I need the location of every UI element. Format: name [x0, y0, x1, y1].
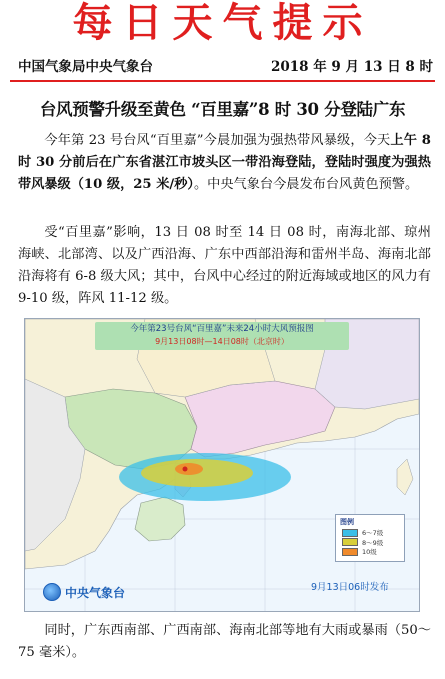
legend-item — [336, 538, 404, 548]
map-title-box — [95, 322, 349, 350]
legend-swatch — [342, 548, 358, 556]
legend-swatch — [342, 538, 358, 546]
legend-title: 图例 — [340, 518, 354, 526]
masthead-title: 每日天气提示 — [72, 0, 373, 46]
paragraph1-text-a: 今年第 23 号台风“百里嘉”今晨加强为强热带风暴级，今天 — [44, 133, 391, 148]
wind-forecast-map — [24, 318, 420, 612]
legend-swatch — [342, 529, 358, 537]
issue-date: 2018 年 9 月 13 日 8 时 — [270, 59, 433, 75]
legend-label: 10级 — [362, 548, 377, 557]
logo-text: 中央气象台 — [65, 585, 126, 600]
legend-item — [336, 547, 404, 557]
legend-label: 8～9级 — [362, 538, 384, 547]
paragraph1-text-b: 。中央气象台今晨发布台风黄色预警。 — [193, 177, 419, 192]
agency-name: 中国气象局中央气象台 — [18, 59, 153, 75]
legend-item — [336, 528, 404, 538]
legend-label: 6～7级 — [362, 529, 384, 538]
wind-zone-10 — [175, 463, 203, 475]
paragraph-typhoon-landfall — [18, 130, 431, 196]
header-divider — [10, 80, 435, 82]
cma-logo — [43, 582, 125, 602]
issued-time: 9月13日06时发布 — [311, 582, 389, 593]
map-graphic — [25, 319, 419, 611]
map-legend — [335, 514, 405, 562]
globe-icon — [43, 583, 61, 601]
map-subtitle: 9月13日08时—14日08时（北京时） — [155, 337, 289, 346]
map-title: 今年第23号台风“百里嘉”未来24小时大风预报图 — [130, 324, 314, 334]
headline: 台风预警升级至黄色 “百里嘉”8 时 30 分登陆广东 — [39, 100, 406, 119]
paragraph-wind-impact: 受“百里嘉”影响，13 日 08 时至 14 日 08 时，南海北部、琼州海峡、北部湾、以及广西沿海、广东中西部沿海和雷州半岛、海南北部沿海将有 6-8 级大风；其中，台风中心经过的附近海域或地区的风力有 9-10 级，阵风 11-12 级。 — [18, 225, 431, 306]
paragraph-rainfall: 同时，广东西南部、广西南部、海南北部等地有大雨或暴雨（50～75 毫米）。 — [18, 623, 431, 660]
paragraph1-bold-text: 上午 8 时 30 分前后在广东省湛江市坡头区一带沿海登陆，登陆时强度为强热带风暴级（10 级，25 米/秒） — [18, 133, 431, 192]
header-bar — [18, 54, 433, 76]
